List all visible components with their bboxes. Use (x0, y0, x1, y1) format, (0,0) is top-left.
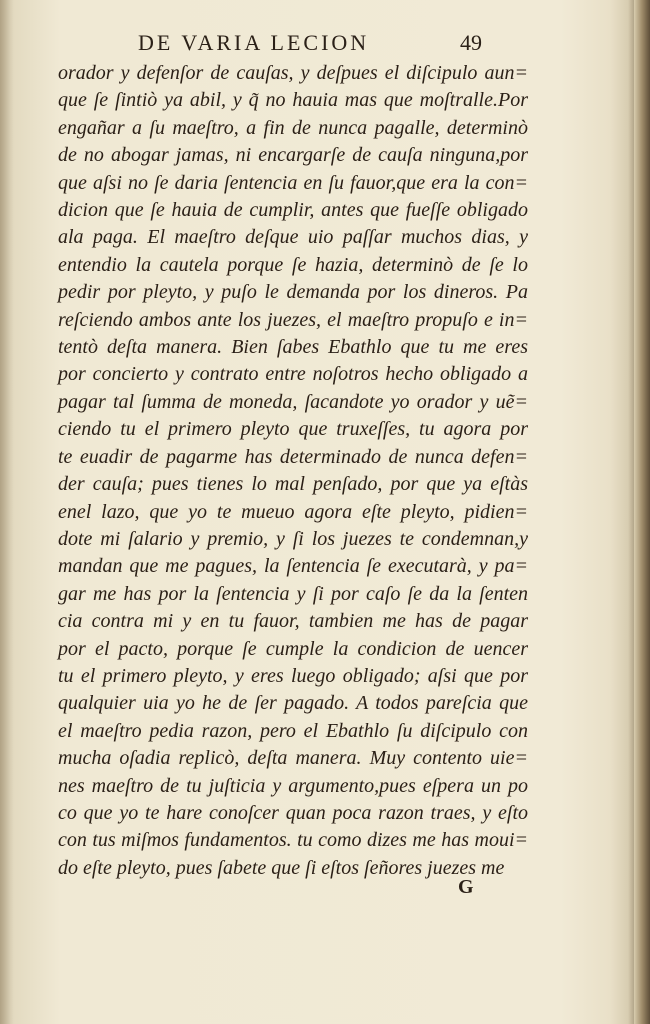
page-header (138, 30, 538, 64)
text-line: do eſte pleyto, pues ſabete que ſi eſtos ſeñores juezes me (58, 856, 505, 879)
running-title: DE VARIA LECION (138, 30, 370, 55)
text-line: ciendo tu el primero pleyto que truxeſſes, tu agora por (58, 418, 528, 441)
text-line: te euadir de pagarme has determinado de nunca defen= (58, 445, 528, 468)
text-line: mucha oſadia replicò, deſta manera. Muy contento uie= (58, 747, 528, 770)
text-line: por concierto y contrato entre noſotros hecho obligado a (58, 363, 528, 386)
body-text (58, 60, 528, 882)
text-line: pedir por pleyto, y puſo le demanda por los dineros. Pa (58, 281, 528, 304)
text-line: reſciendo ambos ante los juezes, el maeſtro propuſo e in= (58, 308, 528, 331)
text-line: pagar tal ſumma de moneda, ſacandote yo orador y uẽ= (58, 390, 528, 413)
text-line: der cauſa; pues tienes lo mal penſado, por que ya eſtàs (58, 473, 528, 496)
text-line: de no abogar jamas, ni encargarſe de cauſa ninguna,por (58, 144, 528, 167)
text-line: entendio la cautela porque ſe hazia, determinò de ſe lo (58, 253, 528, 276)
text-line: dote mi ſalario y premio, y ſi los juezes te condemnan,y (58, 527, 528, 550)
text-line: ala paga. El maeſtro deſque uio paſſar muchos dias, y (58, 226, 528, 249)
text-line: cia contra mi y en tu fauor, tambien me has de pagar (58, 610, 528, 633)
text-line: que ſe ſintiò ya abil, y q̃ no hauia mas que moſtralle.Por (58, 89, 528, 112)
text-line: orador y defenſor de cauſas, y deſpues el diſcipulo aun= (58, 62, 528, 84)
gutter-shadow (0, 0, 14, 1024)
text-line: co que yo te hare conoſcer quan poca razon traes, y eſto (58, 801, 528, 824)
text-line: que aſsi no ſe daria ſentencia en ſu fauor,que era la con= (58, 171, 528, 194)
text-line: con tus miſmos fundamentos. tu como dizes me has moui= (58, 829, 528, 852)
text-line: mandan que me pagues, la ſentencia ſe executarà, y pa= (58, 555, 528, 578)
text-line: engañar a ſu maeſtro, a fin de nunca pagalle, determinò (58, 116, 528, 139)
text-line: gar me has por la ſentencia y ſi por caſo ſe da la ſenten (58, 582, 528, 605)
text-line: tu el primero pleyto, y eres luego obligado; aſsi que por (58, 664, 528, 687)
signature-mark: G (458, 876, 474, 898)
page-edge (634, 0, 650, 1024)
text-line: enel lazo, que yo te mueuo agora eſte pleyto, pidien= (58, 500, 528, 523)
text-line: qualquier uia yo he de ſer pagado. A todos pareſcia que (58, 692, 528, 715)
text-line: dicion que ſe hauia de cumplir, antes que fueſſe obligado (58, 199, 528, 222)
page-number: 49 (460, 30, 482, 55)
text-line: tentò deſta manera. Bien ſabes Ebathlo que tu me eres (58, 336, 528, 359)
text-line: nes maeſtro de tu juſticia y argumento,pues eſpera un po (58, 774, 528, 797)
text-line: por el pacto, porque ſe cumple la condicion de uencer (58, 637, 528, 660)
text-line: el maeſtro pedia razon, pero el Ebathlo ſu diſcipulo con (58, 719, 528, 742)
